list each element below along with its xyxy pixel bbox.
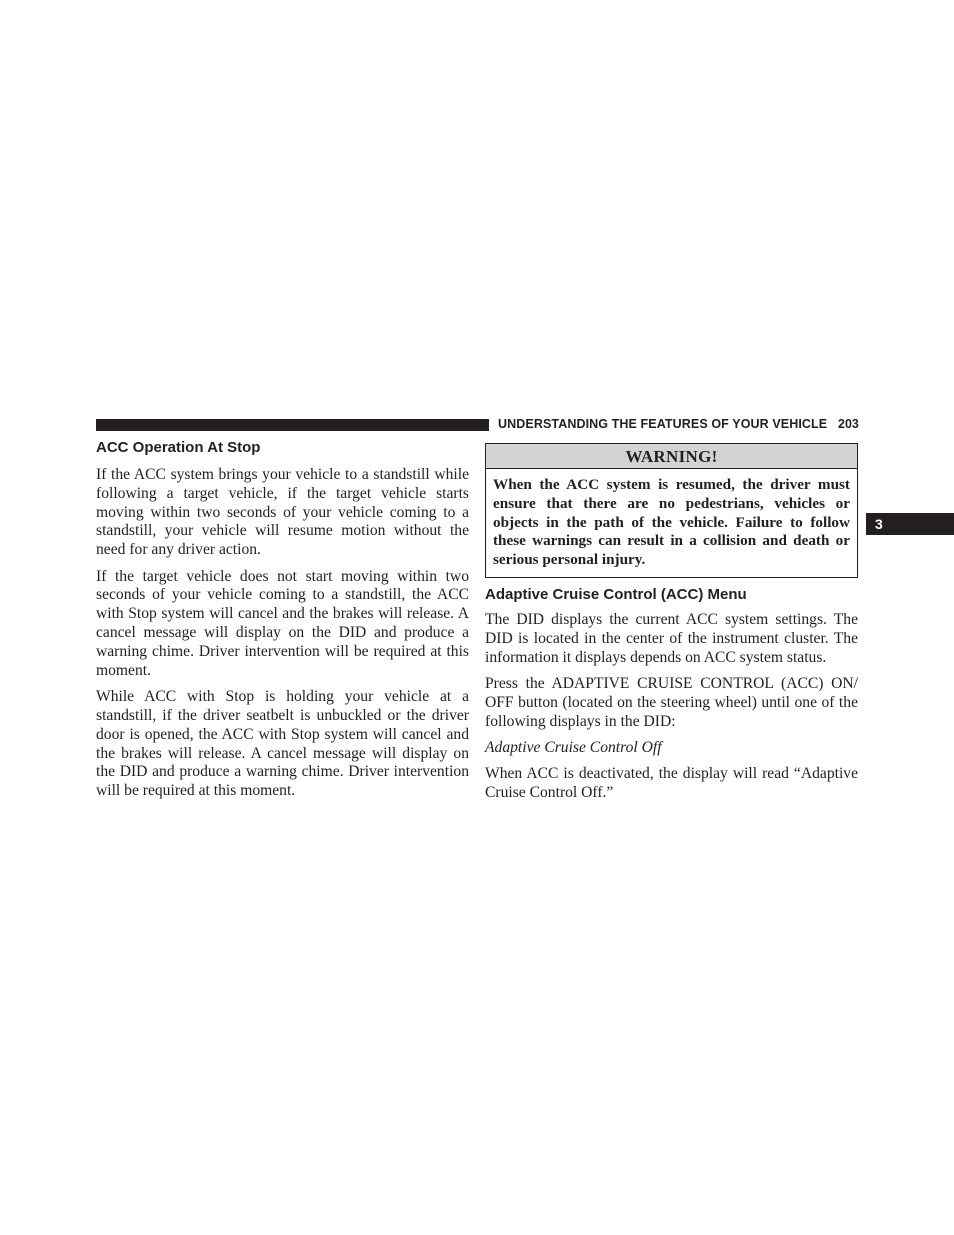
paragraph: If the ACC system brings your vehicle to a standstill while following a target vehicle, if the target vehicle starts moving within two seconds of your vehicle coming to a standstill, your vehicle will resume motion without the need for any driver action. (96, 466, 469, 559)
section-heading-acc-operation-at-stop: ACC Operation At Stop (96, 439, 261, 456)
paragraph: Press the ADAPTIVE CRUISE CONTROL (ACC) ON/ OFF button (located on the steering wheel) until one of the following displays in the DID: (485, 675, 858, 730)
warning-box (485, 443, 858, 578)
paragraph: When ACC is deactivated, the display will read “Adaptive Cruise Control Off.” (485, 765, 858, 801)
paragraph: While ACC with Stop is holding your vehicle at a standstill, if the driver seatbelt is unbuckled or the driver door is opened, the ACC with Stop system will cancel and the brakes will release. A cancel message will display on the DID and produce a warning chime. Driver intervention will be required at this moment. (96, 688, 469, 800)
section-heading-acc-menu: Adaptive Cruise Control (ACC) Menu (485, 585, 747, 603)
chapter-tab-number: 3 (875, 516, 883, 532)
chapter-tab (866, 513, 954, 535)
header-rule (96, 419, 489, 431)
left-column (96, 438, 469, 809)
warning-text: When the ACC system is resumed, the driver must ensure that there are no pedestrians, vehicles or objects in the path of the vehicle. Failure to follow these warnings can result in a collision and death or serious personal injury. (493, 476, 850, 569)
paragraph: The DID displays the current ACC system settings. The DID is located in the center of the instrument cluster. The information it displays depends on ACC system status. (485, 610, 858, 666)
paragraph: If the target vehicle does not start moving within two seconds of your vehicle coming to a standstill, the ACC with Stop system will cancel and the brakes will release. A cancel message will display on the DID and produce a warning chime. Driver intervention will be required at this moment. (96, 567, 469, 679)
running-header: UNDERSTANDING THE FEATURES OF YOUR VEHICLE (498, 417, 828, 431)
right-column (485, 443, 858, 811)
subheading-acc-off: Adaptive Cruise Control Off (485, 739, 662, 757)
page-number: 203 (838, 417, 859, 431)
warning-title: WARNING! (486, 444, 857, 469)
